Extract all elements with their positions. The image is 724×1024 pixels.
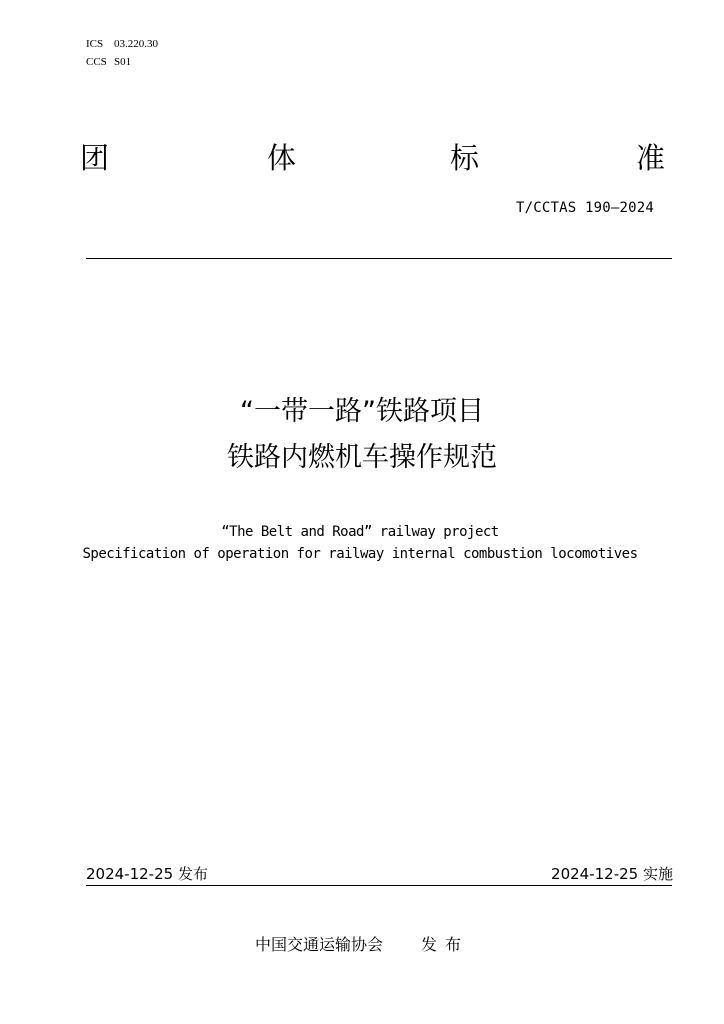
- title-en-line-2: Specification of operation for railway internal combustion locomotives: [82, 546, 638, 562]
- standard-type-heading: [80, 138, 670, 178]
- standard-type-char-1: 团: [80, 141, 110, 175]
- publisher-action: 发布: [421, 935, 470, 954]
- standard-number: T/CCTAS 190—2024: [515, 200, 654, 216]
- ics-value: 03.220.30: [114, 38, 158, 50]
- ics-label: ICS: [86, 38, 104, 50]
- ics-code: [86, 37, 158, 51]
- publisher-line: [0, 934, 724, 956]
- title-en-line-1: “The Belt and Road” railway project: [221, 524, 499, 540]
- title-cn-line-2: 铁路内燃机车操作规范: [227, 442, 497, 473]
- standard-type-char-4: 准: [636, 141, 666, 175]
- ccs-value: S01: [114, 56, 132, 68]
- standard-type-char-2: 体: [267, 141, 297, 175]
- ccs-code: [86, 55, 131, 69]
- ccs-label: CCS: [86, 56, 107, 68]
- standard-type-char-3: 标: [450, 141, 480, 175]
- title-cn-line-1: “一带一路”铁路项目: [240, 396, 484, 427]
- bottom-divider: [86, 885, 672, 886]
- top-divider: [86, 258, 672, 259]
- publisher-name: 中国交通运输协会: [254, 935, 383, 954]
- implement-date: 2024-12-25 实施: [551, 865, 673, 883]
- publish-date: 2024-12-25 发布: [86, 865, 208, 883]
